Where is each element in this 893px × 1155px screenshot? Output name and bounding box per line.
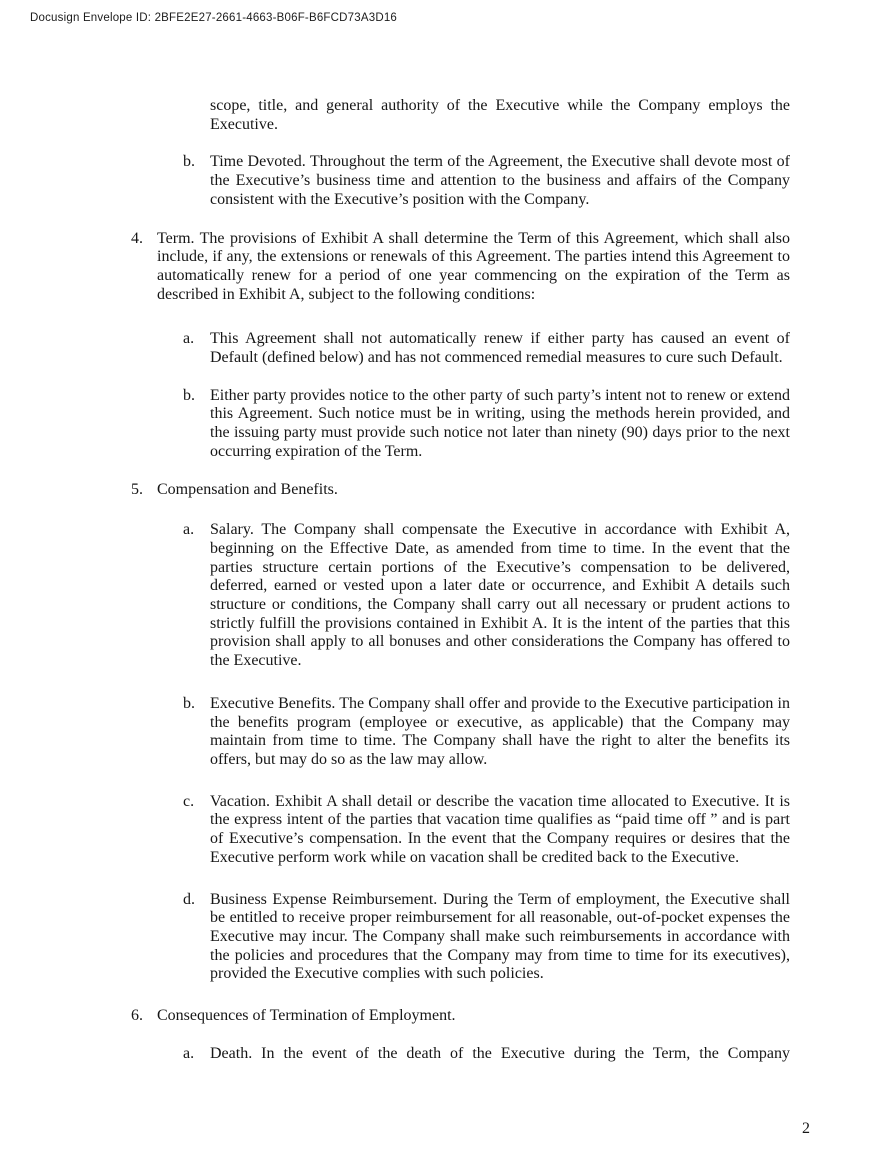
list-marker: a. [183,521,195,539]
paragraph-compensation-heading [131,481,790,500]
list-marker: a. [183,330,195,348]
paragraph-vacation [183,793,790,868]
paragraph-text: This Agreement shall not automatically renew if either party has caused an event of Default (defined below) and has not commenced remedial measures to cure such Default. [210,330,790,367]
paragraph-text: Term. The provisions of Exhibit A shall determine the Term of this Agreement, which shall also include, if any, the extensions or renewals of this Agreement. The parties intend this Agreement to automatically renew for a period of one year commencing on the expiration of the Term as described in Exhibit A, subject to the following conditions: [157,229,790,303]
paragraph-continuation [210,97,790,134]
paragraph-text: Consequences of Termination of Employment. [157,1007,456,1025]
paragraph-text: Time Devoted. Throughout the term of the Agreement, the Executive shall devote most of the Executive’s business time and attention to the business and affairs of the Company consistent with the Executive’s position with the Company. [210,153,790,208]
list-marker: d. [183,890,195,908]
paragraph-termination-heading [131,1007,790,1026]
list-marker: b. [183,694,195,712]
paragraph-notice [183,387,790,462]
paragraph-executive-benefits [183,695,790,770]
paragraph-time-devoted [183,153,790,209]
list-marker: a. [183,1044,195,1062]
paragraph-term [131,230,790,305]
list-marker: 5. [131,480,143,498]
paragraph-text: scope, title, and general authority of the Executive while the Company employs the Executive. [210,97,790,133]
paragraph-text: Death. In the event of the death of the Executive during the Term, the Company [210,1044,790,1062]
list-marker: b. [183,386,195,404]
paragraph-salary [183,521,790,671]
paragraph-text: Business Expense Reimbursement. During the Term of employment, the Executive shall be entitled to receive proper reimbursement for all reasonable, out-of-pocket expenses the Executive may incur. The Company shall make such reimbursements in accordance with the policies and procedures that the Company may from time to time for its executives), provided the Executive complies with such policies. [210,890,790,983]
paragraph-text: Either party provides notice to the other party of such party’s intent not to renew or extend this Agreement. Such notice must be in writing, using the methods herein provided, and the issuing party must provide such notice not later than ninety (90) days prior to the next occurring expiration of the Term. [210,386,790,460]
paragraph-no-auto-renew [183,330,790,367]
paragraph-text: Executive Benefits. The Company shall offer and provide to the Executive participation in the benefits program (employee or executive, as applicable) that the Company may maintain from time to time. The Company shall have the right to alter the benefits its offers, but may do so as the law may allow. [210,694,790,768]
list-marker: 6. [131,1007,143,1025]
document-body [0,97,790,1063]
list-marker: c. [183,792,195,810]
docusign-envelope-id: Docusign Envelope ID: 2BFE2E27-2661-4663-B06F-B6FCD73A3D16 [30,12,398,24]
paragraph-text: Compensation and Benefits. [157,480,338,498]
paragraph-text: Salary. The Company shall compensate the Executive in accordance with Exhibit A, beginning on the Effective Date, as amended from time to time. In the event that the parties structure certain portions of the Executive’s compensation to be delivered, deferred, earned or vested upon a later date or occurrence, and Exhibit A details such structure or conditions, the Company shall carry out all necessary or prudent actions to strictly fulfill the provisions contained in Exhibit A. It is the intent of the parties that this provision shall apply to all bonuses and other considerations the Company has offered to the Executive. [210,521,790,670]
paragraph-expense-reimbursement [183,891,790,985]
page-number: 2 [802,1120,810,1137]
paragraph-text: Vacation. Exhibit A shall detail or describe the vacation time allocated to Executive. It is the express intent of the parties that vacation time qualifies as “paid time off ” and is part of Executive’s compensation. In the event that the Company requires or desires that the Executive perform work while on vacation shall be credited back to the Executive. [210,792,790,866]
list-marker: 4. [131,229,143,247]
list-marker: b. [183,153,195,171]
paragraph-death [183,1045,790,1064]
